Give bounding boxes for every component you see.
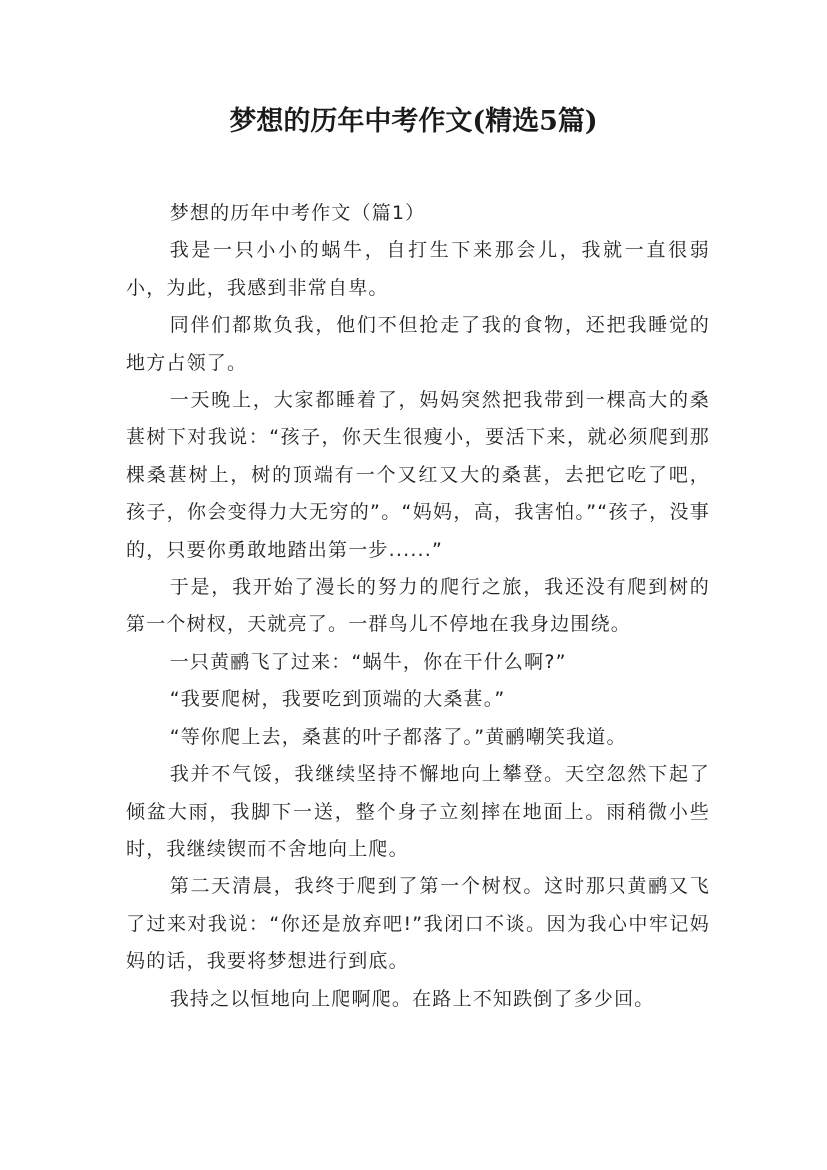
paragraph: 同伴们都欺负我，他们不但抢走了我的食物，还把我睡觉的地方占领了。	[126, 314, 710, 374]
paragraph: 我并不气馁，我继续坚持不懈地向上攀登。天空忽然下起了倾盆大雨，我脚下一送，整个身子立刻摔在地面上。雨稍微小些时，我继续锲而不舍地向上爬。	[126, 763, 710, 860]
paragraph: 一天晚上，大家都睡着了，妈妈突然把我带到一棵高大的桑葚树下对我说：“孩子，你天生很瘦小，要活下来，就必须爬到那棵桑葚树上，树的顶端有一个又红又大的桑葚，去把它吃了吧，孩子，你会变得力大无穷的”。“妈妈，高，我害怕。”“孩子，没事的，只要你勇敢地踏出第一步......”	[126, 389, 710, 561]
paragraph: 我是一只小小的蜗牛，自打生下来那会儿，我就一直很弱小，为此，我感到非常自卑。	[126, 239, 710, 299]
section-heading: 梦想的历年中考作文（篇1）	[169, 202, 426, 224]
paragraph: 一只黄鹂飞了过来：“蜗牛，你在干什么啊?”	[169, 650, 567, 673]
paragraph: 第二天清晨，我终于爬到了第一个树杈。这时那只黄鹂又飞了过来对我说：“你还是放弃吧!”我闭口不谈。因为我心中牢记妈妈的话，我要将梦想进行到底。	[126, 875, 710, 973]
paragraph: “等你爬上去，桑葚的叶子都落了。”黄鹂嘲笑我道。	[169, 725, 627, 748]
paragraph: 我持之以恒地向上爬啊爬。在路上不知跌倒了多少回。	[169, 987, 655, 1010]
paragraph: “我要爬树，我要吃到顶端的大桑葚。”	[169, 688, 506, 711]
paragraph: 于是，我开始了漫长的努力的爬行之旅，我还没有爬到树的第一个树杈，天就亮了。一群鸟儿不停地在我身边围绕。	[126, 576, 710, 636]
document-body	[126, 195, 710, 1018]
document-title: 梦想的历年中考作文(精选5篇)	[229, 106, 598, 137]
